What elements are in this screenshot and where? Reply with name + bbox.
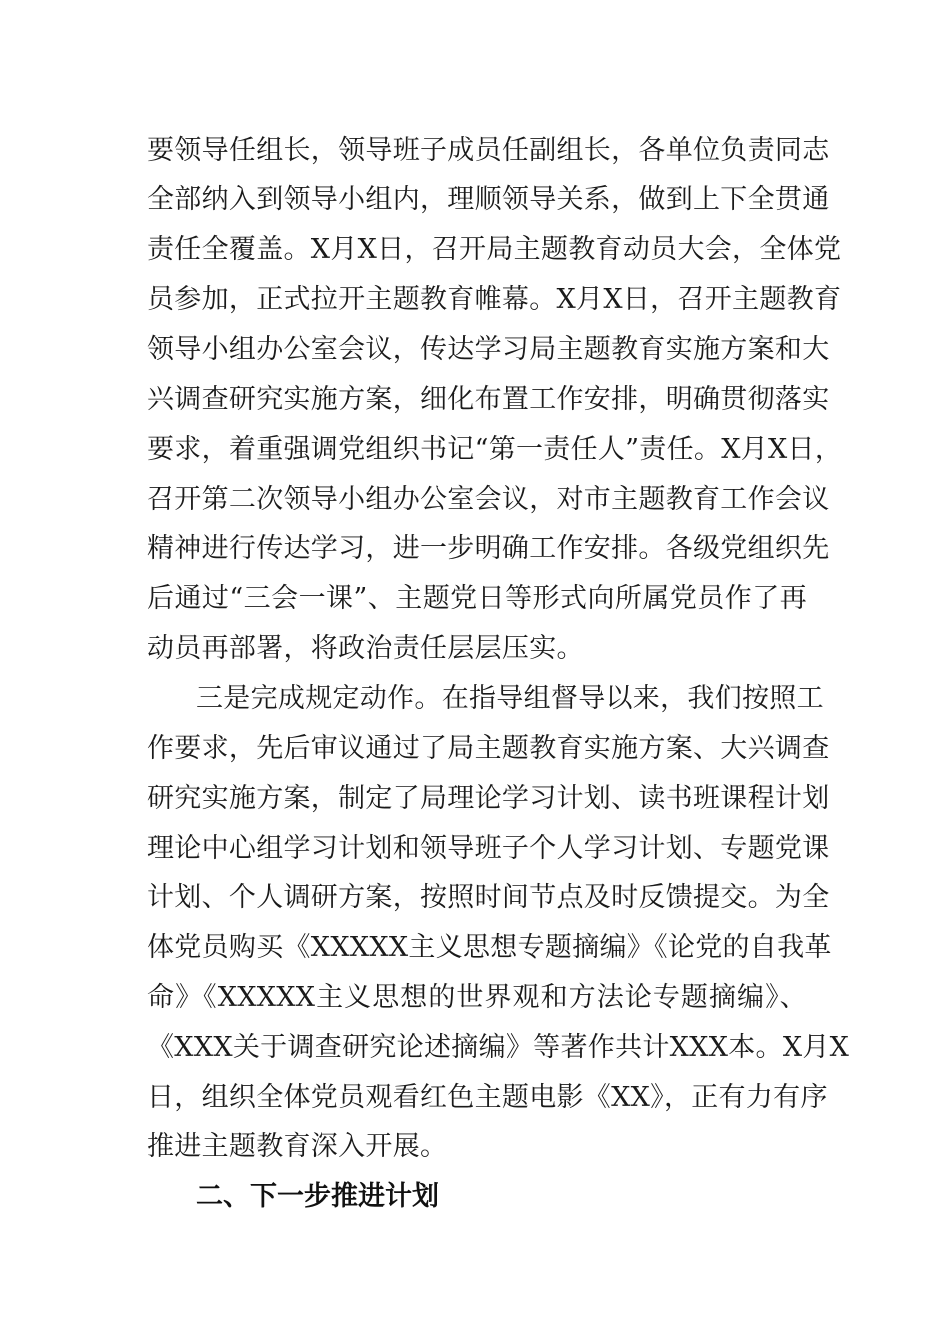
paragraph-line: 要求，着重强调党组织书记“第一责任人”责任。X月X日，	[147, 434, 843, 465]
paragraph-line: 要领导任组长，领导班子成员任副组长，各单位负责同志	[147, 135, 830, 166]
paragraph-line: 理论中心组学习计划和领导班子个人学习计划、专题党课	[147, 833, 830, 864]
paragraph-line: 动员再部署，将政治责任层层压实。	[147, 633, 584, 664]
paragraph-line: 领导小组办公室会议，传达学习局主题教育实施方案和大	[147, 334, 830, 365]
paragraph-line: 体党员购买《XXXXX主义思想专题摘编》《论党的自我革	[147, 932, 832, 963]
paragraph-line: 日，组织全体党员观看红色主题电影《XX》，正有力有序	[147, 1082, 828, 1113]
paragraph-line: 《XXX关于调查研究论述摘编》等著作共计XXX本。X月X	[147, 1032, 850, 1063]
paragraph-line: 全部纳入到领导小组内，理顺领导关系，做到上下全贯通	[147, 184, 830, 215]
paragraph-line: 计划、个人调研方案，按照时间节点及时反馈提交。为全	[147, 882, 830, 913]
paragraph-line: 后通过“三会一课”、主题党日等形式向所属党员作了再	[147, 583, 807, 614]
paragraph-line: 研究实施方案，制定了局理论学习计划、读书班课程计划	[147, 783, 830, 814]
paragraph-line: 召开第二次领导小组办公室会议，对市主题教育工作会议	[147, 484, 830, 515]
paragraph-line: 命》《XXXXX主义思想的世界观和方法论专题摘编》、	[147, 982, 807, 1013]
paragraph-line: 精神进行传达学习，进一步明确工作安排。各级党组织先	[147, 533, 830, 564]
paragraph-line: 员参加，正式拉开主题教育帷幕。X月X日，召开主题教育	[147, 284, 842, 315]
paragraph-line: 兴调查研究实施方案，细化布置工作安排，明确贯彻落实	[147, 384, 830, 415]
paragraph-line: 推进主题教育深入开展。	[147, 1131, 448, 1162]
paragraph-line: 责任全覆盖。X月X日，召开局主题教育动员大会，全体党	[147, 234, 842, 265]
paragraph-line: 三是完成规定动作。在指导组督导以来，我们按照工	[196, 683, 824, 714]
section-heading: 二、下一步推进计划	[196, 1181, 439, 1212]
paragraph-line: 作要求，先后审议通过了局主题教育实施方案、大兴调查	[147, 733, 830, 764]
